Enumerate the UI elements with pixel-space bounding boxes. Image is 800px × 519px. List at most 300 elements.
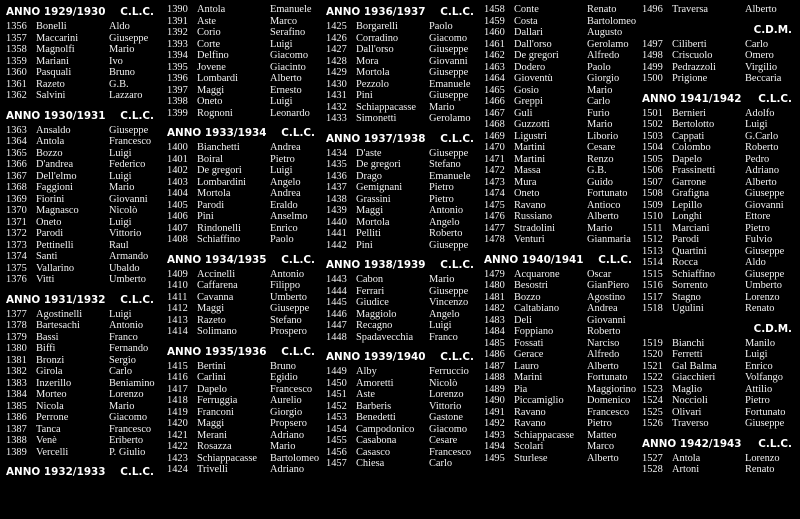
surname: Bianchi: [672, 337, 705, 349]
entry-number: 1417: [167, 383, 188, 395]
surname: Carlini: [197, 372, 226, 383]
first-name: Fortunato: [745, 406, 786, 418]
student-entry: [484, 27, 632, 39]
academic-year-label: ANNO 1938/1939: [326, 259, 426, 271]
course-code-label: C.L.C.: [120, 6, 154, 18]
student-entry: [326, 67, 474, 79]
section-header: [6, 464, 154, 481]
entry-number: 1450: [326, 377, 347, 389]
first-name: Antioco: [587, 199, 621, 211]
surname: Gal Balma: [672, 360, 717, 372]
first-name: Fernando: [109, 343, 149, 354]
student-entry: [484, 50, 632, 62]
entry-number: 1424: [167, 464, 188, 475]
register-column: [484, 4, 637, 464]
surname: Besostri: [514, 280, 549, 291]
entry-number: 1438: [326, 193, 347, 205]
entry-number: 1526: [642, 418, 663, 429]
entry-number: 1420: [167, 418, 188, 429]
student-entry: [642, 246, 792, 258]
student-entry: [326, 309, 474, 321]
surname: Vercelli: [36, 446, 69, 458]
first-name: Luigi: [429, 320, 452, 331]
surname: Mortola: [356, 67, 390, 78]
surname: Bronzi: [36, 354, 65, 366]
first-name: Giovanni: [587, 314, 626, 326]
section-header: [6, 108, 154, 125]
first-name: Bruno: [109, 67, 135, 78]
surname: Salvini: [36, 90, 66, 101]
surname: Bertolotto: [672, 119, 715, 130]
first-name: Ferruccio: [429, 366, 469, 377]
first-name: Beniamino: [109, 377, 155, 389]
academic-year-label: ANNO 1942/1943: [642, 437, 742, 450]
entry-number: 1468: [484, 119, 505, 130]
first-name: Mario: [429, 274, 455, 285]
student-entry: [326, 44, 474, 56]
first-name: Giorgio: [270, 406, 303, 418]
student-entry: [6, 33, 154, 45]
surname: Borgarelli: [356, 21, 398, 32]
student-entry: [6, 378, 154, 390]
surname: Jovene: [197, 61, 226, 73]
entry-number: 1523: [642, 383, 663, 395]
entry-number: 1364: [6, 136, 27, 147]
first-name: Roberto: [429, 228, 463, 239]
first-name: Paolo: [270, 234, 294, 245]
surname: De gregori: [514, 50, 559, 61]
student-entry: [167, 384, 315, 396]
course-code-label: C.L.C.: [281, 127, 315, 139]
surname: Tanca: [36, 423, 61, 435]
first-name: Marco: [587, 441, 615, 452]
entry-number: 1454: [326, 423, 347, 435]
student-entry: [484, 395, 632, 407]
entry-number: 1446: [326, 308, 347, 320]
surname: Ferrari: [356, 285, 385, 297]
student-entry: [326, 274, 474, 286]
entry-number: 1513: [642, 245, 663, 257]
year-section: [642, 91, 792, 315]
student-entry: [167, 280, 315, 292]
student-entry: [642, 165, 792, 177]
first-name: Anselmo: [270, 211, 308, 222]
surname: Lauro: [514, 360, 539, 372]
academic-year-label: ANNO 1933/1934: [167, 127, 267, 139]
academic-year-label: ANNO 1937/1938: [326, 132, 426, 145]
entry-number: 1421: [167, 429, 188, 441]
surname: Guzzotti: [514, 119, 550, 130]
first-name: Vittorio: [109, 228, 142, 239]
surname: Mortola: [356, 216, 390, 228]
surname: Dapelo: [197, 383, 228, 395]
section-header: [167, 344, 315, 361]
student-entry: [326, 228, 474, 240]
entry-number: 1492: [484, 418, 505, 429]
student-entry: [6, 389, 154, 401]
surname: Acquarone: [514, 268, 560, 280]
surname: Schiaffino: [197, 234, 241, 245]
entry-number: 1428: [326, 55, 347, 67]
first-name: Lorenzo: [429, 389, 464, 400]
student-entry: [326, 113, 474, 125]
surname: Ravano: [514, 199, 546, 211]
entry-number: 1444: [326, 285, 347, 297]
entry-number: 1467: [484, 107, 505, 119]
student-entry: [642, 119, 792, 131]
student-entry: [642, 234, 792, 246]
entry-number: 1508: [642, 188, 663, 199]
academic-year-label: ANNO 1932/1933: [6, 466, 106, 478]
student-entry: [6, 401, 154, 413]
student-entry: [484, 361, 632, 373]
entry-number: 1359: [6, 55, 27, 67]
entry-number: 1459: [484, 15, 505, 27]
student-entry: [167, 165, 315, 177]
surname: Pedrazzoli: [672, 61, 716, 73]
surname: Lombardini: [197, 176, 247, 188]
first-name: Aurelio: [270, 395, 302, 406]
surname: Grassini: [356, 193, 391, 205]
first-name: Furio: [587, 107, 610, 119]
first-name: Mario: [587, 84, 613, 96]
first-name: Alfredo: [587, 349, 620, 360]
first-name: Aldo: [745, 257, 766, 268]
course-code-label: C.L.C.: [440, 259, 474, 271]
student-entry: [6, 240, 154, 252]
student-entry: [167, 395, 315, 407]
entry-number: 1482: [484, 303, 505, 314]
first-name: Serafino: [270, 27, 306, 38]
student-entry: [642, 177, 792, 189]
entry-number: 1477: [484, 222, 505, 234]
year-section: [6, 4, 154, 102]
student-entry: [6, 435, 154, 447]
surname: D'andrea: [36, 159, 74, 170]
student-entry: [6, 148, 154, 160]
entry-number: 1401: [167, 153, 188, 165]
student-entry: [6, 228, 154, 240]
first-name: Enrico: [745, 360, 773, 372]
first-name: Giacomo: [429, 423, 468, 435]
first-name: Adriano: [745, 165, 780, 176]
student-entry: [6, 79, 154, 91]
first-name: Egidio: [270, 372, 298, 383]
student-entry: [484, 418, 632, 430]
entry-number: 1400: [167, 142, 188, 153]
surname: Rocca: [672, 257, 698, 268]
student-entry: [6, 366, 154, 378]
entry-number: 1362: [6, 90, 27, 101]
first-name: Oscar: [587, 268, 612, 280]
surname: Quartini: [672, 245, 707, 257]
surname: Scolari: [514, 441, 544, 452]
academic-year-label: ANNO 1934/1935: [167, 253, 267, 266]
surname: Santi: [36, 251, 58, 262]
surname: Maggiolo: [356, 308, 397, 320]
entry-number: 1380: [6, 343, 27, 354]
student-entry: [642, 142, 792, 154]
student-entry: [642, 200, 792, 212]
first-name: Francesco: [109, 136, 152, 147]
surname: Russiano: [514, 211, 553, 222]
student-entry: [484, 108, 632, 120]
year-section: [6, 464, 154, 481]
first-name: Enrico: [270, 222, 298, 234]
first-name: Alfredo: [587, 50, 620, 61]
first-name: Giuseppe: [270, 303, 310, 314]
student-entry: [6, 251, 154, 263]
surname: Lombardi: [197, 73, 238, 84]
first-name: Luigi: [745, 119, 768, 130]
surname: Accinelli: [197, 268, 236, 280]
section-header: [6, 292, 154, 309]
section-header: [167, 252, 315, 269]
first-name: Pietro: [587, 418, 612, 429]
first-name: Federico: [109, 159, 146, 170]
student-entry: [642, 211, 792, 223]
year-section: [6, 292, 154, 459]
student-entry: [167, 211, 315, 223]
student-entry: [642, 349, 792, 361]
entry-number: 1411: [167, 291, 188, 303]
first-name: Nicolò: [429, 377, 458, 389]
first-name: Emanuele: [429, 170, 471, 182]
surname: Gerace: [514, 349, 544, 360]
entry-number: 1460: [484, 27, 505, 38]
surname: Ferruggia: [197, 395, 238, 406]
academic-year-label: ANNO 1939/1940: [326, 351, 426, 363]
surname: Merani: [197, 429, 228, 441]
entry-number: 1437: [326, 182, 347, 193]
surname: Delfino: [197, 50, 229, 61]
surname: Ciliberti: [672, 38, 707, 50]
student-entry: [167, 464, 315, 476]
first-name: Renato: [745, 464, 775, 475]
entry-number: 1480: [484, 280, 505, 291]
first-name: Giuseppe: [429, 239, 469, 251]
student-entry: [167, 4, 315, 16]
entry-number: 1363: [6, 124, 27, 136]
surname: Giacchieri: [672, 372, 716, 383]
student-entry: [167, 85, 315, 97]
surname: Stagno: [672, 291, 701, 303]
student-entry: [326, 21, 474, 33]
entry-number: 1436: [326, 170, 347, 182]
surname: Criscuolo: [672, 50, 713, 61]
student-entry: [484, 349, 632, 361]
surname: Rognoni: [197, 107, 233, 119]
first-name: Luigi: [270, 96, 293, 107]
first-name: Giuseppe: [429, 285, 469, 297]
surname: Oneto: [197, 96, 223, 107]
entry-number: 1496: [642, 4, 663, 15]
student-entry: [484, 383, 637, 396]
year-section: [326, 131, 474, 252]
surname: Pia: [514, 383, 528, 395]
student-entry: [642, 384, 792, 396]
first-name: Renato: [587, 4, 617, 15]
surname: Ferretti: [672, 349, 703, 360]
student-entry: [326, 205, 474, 217]
first-name: Giovanni: [109, 193, 148, 205]
first-name: Andrea: [270, 188, 301, 199]
student-entry: [484, 4, 632, 16]
first-name: Umberto: [109, 274, 146, 285]
first-name: Filippo: [270, 280, 301, 291]
student-entry: [642, 62, 792, 74]
first-name: GianPiero: [587, 280, 630, 291]
entry-number: 1457: [326, 458, 347, 469]
entry-number: 1425: [326, 21, 347, 32]
first-name: Adriano: [270, 464, 305, 475]
surname: De gregori: [197, 165, 242, 176]
year-section: [484, 252, 637, 465]
entry-number: 1392: [167, 27, 188, 38]
surname: Rindonelli: [197, 222, 241, 234]
first-name: Omero: [745, 50, 774, 61]
surname: Deli: [514, 314, 532, 326]
entry-number: 1456: [326, 446, 347, 458]
entry-number: 1469: [484, 130, 505, 142]
first-name: Mario: [270, 441, 296, 452]
student-entry: [642, 280, 792, 292]
surname: Bertini: [197, 360, 226, 372]
entry-number: 1447: [326, 320, 347, 331]
student-entry: [6, 447, 154, 459]
student-entry: [642, 303, 792, 315]
entry-number: 1412: [167, 303, 188, 314]
student-entry: [6, 332, 154, 344]
surname: Ligustri: [514, 130, 547, 142]
first-name: Luigi: [109, 147, 132, 159]
entry-number: 1430: [326, 78, 347, 90]
first-name: Carlo: [109, 366, 133, 377]
academic-year-label: ANNO 1931/1932: [6, 293, 106, 306]
surname: Antola: [197, 4, 226, 15]
student-entry: [167, 27, 315, 39]
student-entry: [326, 320, 474, 332]
surname: Ansaldo: [36, 124, 71, 136]
first-name: Lorenzo: [745, 291, 780, 303]
first-name: Luigi: [745, 349, 768, 360]
first-name: Angelo: [429, 216, 460, 228]
first-name: Paolo: [429, 21, 453, 32]
student-entry: [167, 73, 315, 85]
academic-year-label: ANNO 1929/1930: [6, 6, 106, 18]
surname: Bozzo: [514, 291, 541, 303]
first-name: Giorgio: [587, 73, 620, 84]
first-name: Giuseppe: [745, 268, 785, 280]
first-name: Matteo: [587, 429, 617, 441]
student-entry: [167, 62, 315, 74]
student-entry: [484, 453, 632, 465]
entry-number: 1432: [326, 101, 347, 113]
entry-number: 1445: [326, 297, 347, 308]
entry-number: 1506: [642, 165, 663, 176]
entry-number: 1511: [642, 222, 663, 234]
entry-number: 1498: [642, 50, 663, 61]
entry-number: 1462: [484, 50, 505, 61]
entry-number: 1505: [642, 153, 663, 165]
entry-number: 1491: [484, 406, 505, 418]
first-name: Cesare: [429, 435, 458, 446]
student-entry: [6, 125, 154, 137]
course-code-label: C.L.C.: [440, 132, 474, 145]
first-name: Francesco: [109, 423, 152, 435]
student-entry: [167, 303, 315, 315]
student-entry: [642, 418, 792, 430]
surname: Schiaffino: [672, 268, 716, 280]
surname: Cabon: [356, 274, 384, 285]
surname: Morteo: [36, 389, 67, 400]
entry-number: 1395: [167, 61, 188, 73]
surname: Schiappacasse: [514, 429, 575, 441]
first-name: Cesare: [587, 142, 616, 153]
first-name: Giuseppe: [429, 90, 469, 101]
student-entry: [484, 430, 632, 442]
first-name: Fulvio: [745, 234, 773, 245]
student-entry: [642, 269, 792, 281]
year-section: [642, 22, 792, 85]
student-entry: [484, 131, 632, 143]
entry-number: 1476: [484, 211, 505, 222]
entry-number: 1429: [326, 67, 347, 78]
first-name: Pietro: [429, 182, 454, 193]
first-name: Franco: [429, 331, 458, 343]
entry-number: 1388: [6, 435, 27, 446]
first-name: Bartolomeo: [270, 452, 320, 464]
student-entry: [326, 148, 474, 160]
entry-number: 1431: [326, 90, 347, 101]
student-entry: [6, 263, 154, 275]
first-name: Francesco: [429, 446, 472, 458]
entry-number: 1522: [642, 372, 663, 383]
first-name: Vincenzo: [429, 297, 469, 308]
surname: Dallari: [514, 27, 543, 38]
surname: Pelliti: [356, 228, 381, 239]
first-name: Alberto: [587, 211, 619, 222]
surname: Nicola: [36, 400, 64, 412]
first-name: Mario: [429, 101, 455, 113]
surname: Grafigna: [672, 188, 709, 199]
entry-number: 1367: [6, 170, 27, 182]
section-header: [484, 252, 632, 269]
first-name: Giacomo: [429, 32, 468, 44]
student-entry: [484, 372, 632, 384]
entry-number: 1448: [326, 331, 347, 343]
student-entry: [167, 16, 315, 28]
entry-number: 1488: [484, 372, 505, 383]
first-name: Renato: [745, 303, 775, 314]
first-name: Carlo: [745, 38, 769, 50]
surname: Foppiano: [514, 326, 554, 337]
student-entry: [484, 177, 632, 189]
first-name: Emanuele: [429, 78, 471, 90]
year-section: [167, 125, 315, 246]
student-entry: [6, 171, 154, 183]
first-name: Bartolomeo: [587, 15, 637, 27]
surname: Fossati: [514, 337, 544, 349]
student-entry: [6, 21, 154, 33]
entry-number: 1391: [167, 15, 188, 27]
entry-number: 1485: [484, 337, 505, 349]
entry-number: 1439: [326, 205, 347, 216]
surname: Gioventù: [514, 73, 553, 84]
first-name: Antonio: [429, 205, 464, 216]
student-entry: [484, 85, 632, 97]
course-code-label: C.L.C.: [120, 466, 154, 478]
